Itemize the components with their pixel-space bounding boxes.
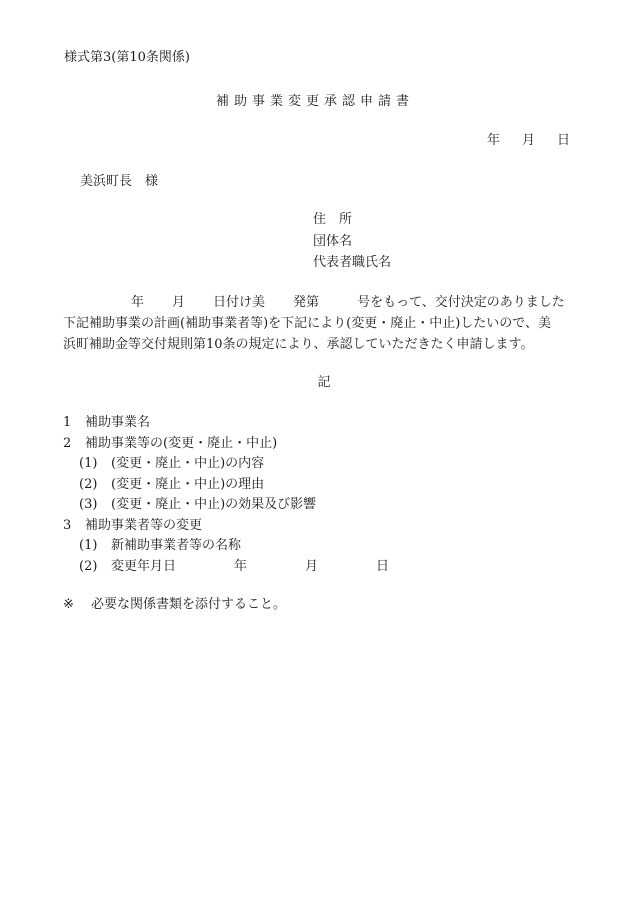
body-line-3: 浜町補助金等交付規則第10条の規定により、承認していただきたく申請します。 (63, 337, 534, 352)
list-item (63, 519, 389, 540)
organization-label: 団体名 (313, 234, 353, 249)
item-number: 1 (63, 415, 72, 430)
ki-heading: 記 (317, 375, 331, 390)
body-year: 年 (131, 295, 145, 310)
body-issue: 発第 (293, 295, 320, 310)
change-day: 日 (376, 558, 390, 574)
item-text: (変更・廃止・中止)の理由 (111, 476, 265, 492)
body-date-ref: 日付け美 (213, 295, 266, 310)
item-text: (変更・廃止・中止)の内容 (111, 456, 265, 471)
address-label: 住 所 (313, 212, 353, 227)
item-number: 2 (63, 435, 72, 451)
list-item (63, 560, 389, 581)
date-year: 年 (486, 133, 500, 148)
addressee: 美浜町長 様 (80, 174, 159, 189)
list-item (63, 416, 389, 437)
body-month: 月 (172, 295, 186, 310)
item-number: (2) (79, 476, 98, 492)
item-list (63, 416, 389, 580)
list-item (63, 437, 389, 458)
item-text: 補助事業名 (85, 415, 151, 430)
date-day: 日 (556, 133, 570, 148)
list-item (63, 457, 389, 478)
date-month: 月 (521, 133, 535, 148)
change-month: 月 (305, 558, 319, 574)
list-item (63, 478, 389, 499)
item-text: 補助事業等の(変更・廃止・中止) (85, 435, 278, 451)
body-line-2: 下記補助事業の計画(補助事業者等)を下記により(変更・廃止・中止)したいので、美 (63, 316, 552, 331)
note-text: 必要な関係書類を添付すること。 (91, 597, 287, 612)
item-number: (3) (79, 497, 98, 512)
date-line (487, 134, 570, 147)
item-number: (1) (79, 456, 98, 471)
list-item (63, 539, 389, 560)
item-text: 新補助事業者等の名称 (111, 538, 242, 553)
body-line-1 (63, 292, 583, 313)
form-number: 様式第3(第10条関係) (64, 50, 190, 65)
note-mark: ※ (63, 597, 74, 612)
item-number: 3 (63, 517, 72, 533)
document-title: 補助事業変更承認申請書 (215, 94, 414, 109)
body-line-1-tail: 号をもって、交付決定のありました (357, 295, 565, 310)
change-year: 年 (234, 558, 248, 574)
representative-label: 代表者職氏名 (313, 255, 392, 270)
item-number: (2) (79, 558, 98, 574)
item-text: (変更・廃止・中止)の効果及び影響 (111, 497, 317, 512)
note (63, 598, 286, 611)
body-paragraph (63, 292, 583, 355)
item-text: 変更年月日 (111, 558, 177, 574)
list-item (63, 498, 389, 519)
item-text: 補助事業者等の変更 (85, 517, 203, 533)
item-number: (1) (79, 538, 98, 553)
